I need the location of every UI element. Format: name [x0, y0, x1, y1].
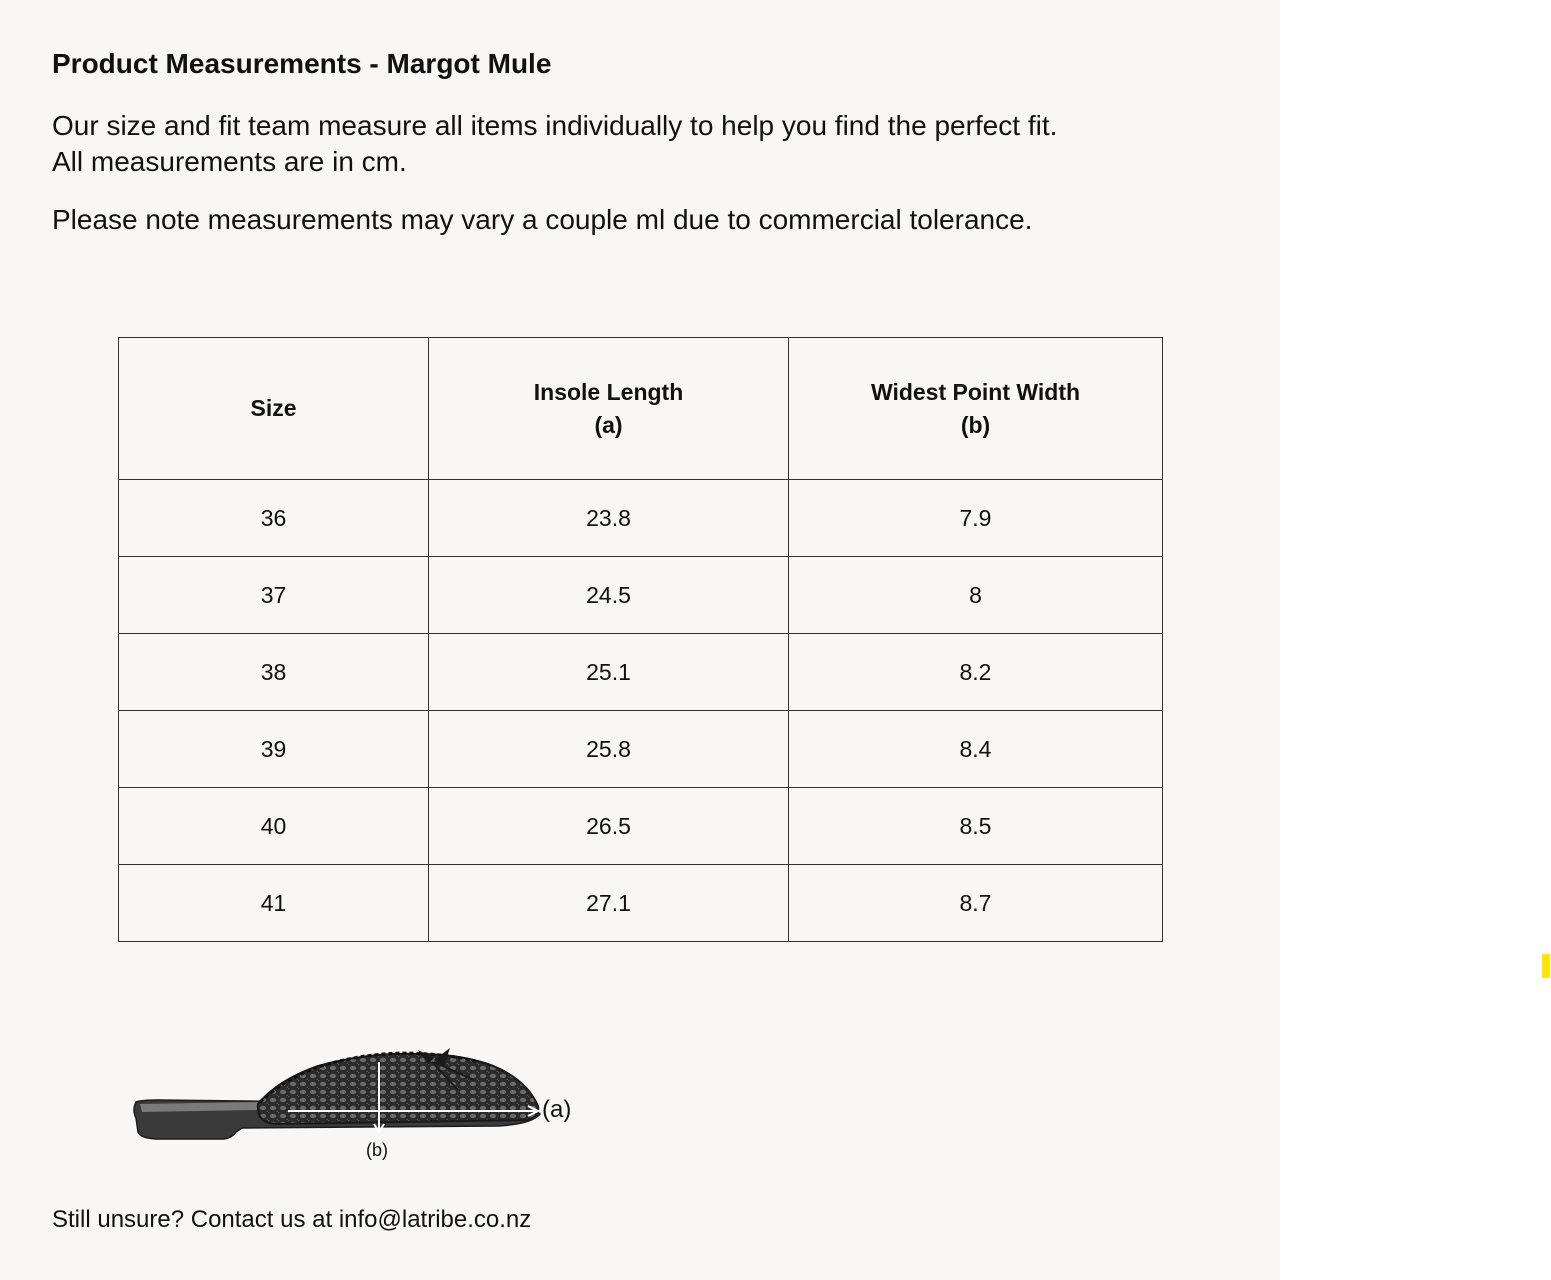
header-widest-point-width — [789, 338, 1163, 480]
cell-size: 36 — [119, 480, 429, 557]
table-row — [119, 480, 1163, 557]
intro-line-1: Our size and fit team measure all items individually to help you find the perfect fit. — [52, 110, 1058, 141]
cell-size: 37 — [119, 557, 429, 634]
header-insole-label: Insole Length — [533, 378, 684, 405]
page-title: Product Measurements - Margot Mule — [52, 48, 552, 79]
cell-size: 38 — [119, 634, 429, 711]
cell-size: 39 — [119, 711, 429, 788]
cell-insole-length: 23.8 — [429, 480, 789, 557]
header-insole-length — [429, 338, 789, 480]
shoe-upper-shape — [258, 1054, 538, 1124]
header-width-label: Widest Point Width — [870, 378, 1081, 405]
intro-text — [52, 108, 1057, 180]
cell-insole-length: 25.8 — [429, 711, 789, 788]
cell-widest-width: 8.4 — [789, 711, 1163, 788]
cell-insole-length: 24.5 — [429, 557, 789, 634]
cell-size: 41 — [119, 865, 429, 942]
edge-marker — [1542, 954, 1550, 978]
header-size-label: Size — [250, 395, 297, 421]
table-row — [119, 865, 1163, 942]
tolerance-note: Please note measurements may vary a couple ml due to commercial tolerance. — [52, 204, 1033, 235]
width-marker-label: (b) — [366, 1140, 388, 1160]
woven-mule-shoe-icon — [128, 1040, 588, 1170]
cell-insole-length: 26.5 — [429, 788, 789, 865]
table-row — [119, 634, 1163, 711]
table-row — [119, 788, 1163, 865]
header-insole-marker: (a) — [594, 411, 623, 438]
header-width-marker: (b) — [960, 411, 991, 438]
length-marker-label: (a) — [542, 1096, 572, 1123]
table-row — [119, 711, 1163, 788]
contact-text: Still unsure? Contact us at info@latribe.co.nz — [52, 1206, 532, 1233]
cell-size: 40 — [119, 788, 429, 865]
cell-insole-length: 27.1 — [429, 865, 789, 942]
table-row — [119, 557, 1163, 634]
size-chart-table — [118, 337, 1163, 942]
header-size — [119, 338, 429, 480]
cell-widest-width: 8 — [789, 557, 1163, 634]
cell-widest-width: 7.9 — [789, 480, 1163, 557]
cell-widest-width: 8.7 — [789, 865, 1163, 942]
cell-insole-length: 25.1 — [429, 634, 789, 711]
intro-line-2: All measurements are in cm. — [52, 146, 407, 177]
cell-widest-width: 8.5 — [789, 788, 1163, 865]
table-header-row — [119, 338, 1163, 480]
cell-widest-width: 8.2 — [789, 634, 1163, 711]
